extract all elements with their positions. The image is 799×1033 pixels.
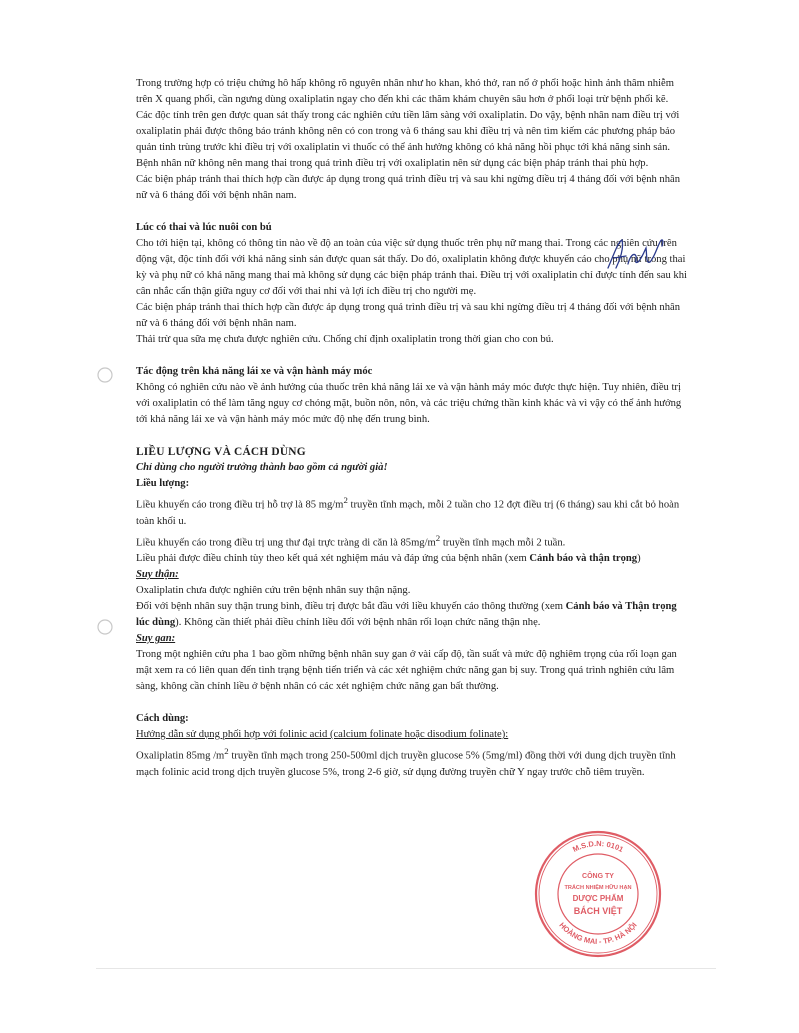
usage-combo-line: Hướng dẫn sử dụng phối hợp với folinic acid (calcium folinate hoặc disodium folinate): — [136, 729, 509, 741]
hepatic-heading: Suy gan: — [136, 633, 176, 645]
renal-heading: Suy thận: — [136, 569, 179, 581]
punch-hole-icon — [96, 366, 114, 384]
section-heading-dosage: LIỀU LƯỢNG VÀ CÁCH DÙNG — [136, 446, 306, 458]
paragraph: Các độc tính trên gen được quan sát thấy trong các nghiên cứu tiền lâm sàng với oxaliplatin. Do vậy, bệnh nhân nam điều trị với oxaliplatin phải được thông báo tránh không nên có con trong và 6 tháng sau khi điều trị và nên tìm kiếm các phương pháp bảo quản tinh trùng trước khi điều trị với oxaliplatin vì thuốc có thể ảnh hưởng không có khả năng hồi phục tới khả năng sinh sản. — [136, 110, 680, 153]
paragraph: Các biện pháp tránh thai thích hợp cần được áp dụng trong quá trình điều trị và sau khi ngừng điều trị 4 tháng đối với bệnh nhân nữ và 6 tháng đối với bệnh nhân nam. — [136, 302, 681, 329]
stamp-line4: BÁCH VIỆT — [573, 906, 623, 916]
dosage-subtitle: Chỉ dùng cho người trưởng thành bao gồm cả người già! — [136, 462, 388, 473]
stamp-line3: DƯỢC PHẨM — [572, 894, 624, 903]
stamp-line1: CÔNG TY — [582, 873, 614, 880]
paragraph: Các biện pháp tránh thai thích hợp cần được áp dụng trong quá trình điều trị và sau khi ngừng điều trị 4 tháng đối với bệnh nhân nữ và 6 tháng đối với bệnh nhân nam. — [136, 174, 681, 201]
paragraph: Đối với bệnh nhân suy thận trung bình, điều trị được bắt đầu với liều khuyến cáo thông thường (xem Cảnh báo và Thận trọng lúc dùng). Không cần thiết phải điều chỉnh liều đối với bệnh nhân rối loạn chức năng thận nhẹ. — [136, 601, 677, 629]
document-body — [136, 76, 688, 781]
section-heading-driving: Tác động trên khả năng lái xe và vận hành máy móc — [136, 366, 373, 377]
stamp-ring-bottom: HOÀNG MAI - TP. HÀ NỘI — [557, 920, 639, 946]
section-heading-usage: Cách dùng: — [136, 713, 189, 725]
paragraph: Liều phải được điều chỉnh tùy theo kết quả xét nghiệm máu và đáp ứng của bệnh nhân (xem Cảnh báo và thận trọng) — [136, 553, 641, 565]
paragraph: Thải trừ qua sữa mẹ chưa được nghiên cứu. Chống chỉ định oxaliplatin trong thời gian cho con bú. — [136, 334, 554, 345]
stamp-ring-top: M.S.D.N: 0101 — [571, 838, 625, 855]
stamp-line2: TRÁCH NHIỆM HỮU HẠN — [564, 885, 632, 891]
svg-text:HOÀNG MAI - TP. HÀ NỘI — [557, 921, 638, 946]
signature-mark — [604, 234, 668, 274]
paragraph: Oxaliplatin 85mg $/m^2$ truyền tĩnh mạch trong 250-500ml dịch truyền glucose 5% (5mg/ml) đồng thời với dung dịch truyền tĩnh mạch folinic acid trong dịch truyền glucose 5%, trong 2-6 giờ, sử dụng đường truyền chữ Y ngay trước chỗ tiêm truyền. — [136, 746, 676, 778]
section-heading-pregnancy: Lúc có thai và lúc nuôi con bú — [136, 222, 272, 233]
punch-hole-icon — [96, 618, 114, 636]
paragraph: Trong một nghiên cứu pha 1 bao gồm những bệnh nhân suy gan ở vài cấp độ, tần suất và mức độ nghiêm trọng của rối loạn gan mật xem ra có liên quan đến tình trạng bệnh tiến triển và các xét nghiệm chức năng gan bị suy. Trong quá trình nghiên cứu lâm sàng, không cần chỉnh liều ở bệnh nhân có các xét nghiệm chức năng gan bất thường. — [136, 649, 677, 693]
dose-heading: Liều lượng: — [136, 478, 190, 489]
bottom-edge-line — [96, 968, 716, 969]
paragraph: Cho tới hiện tại, không có thông tin nào về độ an toàn của việc sử dụng thuốc trên phụ nữ mang thai. Trong các nghiên cứu trên động vật, độc tính đối với khả năng sinh sản được quan sát thấy. Do đó, oxaliplatin không được khuyến cáo cho phụ nữ trong thai kỳ và phụ nữ có khả năng mang thai mà không sử dụng các biện pháp tránh thai. Điều trị với oxaliplatin chỉ được tính đến sau khi cân nhắc cẩn thận giữa nguy cơ đối với thai nhi và lợi ích điều trị cho người mẹ. — [136, 238, 687, 297]
paragraph: Liều khuyến cáo trong điều trị ung thư đại trực tràng di căn là $85mg/m^2$ truyền tĩnh mạch mỗi 2 tuần. — [136, 532, 566, 549]
company-stamp — [530, 826, 666, 962]
svg-text:M.S.D.N: 0101 — [571, 839, 625, 854]
paragraph: Bệnh nhân nữ không nên mang thai trong quá trình điều trị với oxaliplatin nên sử dụng các biện pháp tránh thai phù hợp. — [136, 158, 649, 169]
paragraph: Trong trường hợp có triệu chứng hô hấp không rõ nguyên nhân như ho khan, khó thở, ran nổ ở phổi hoặc hình ảnh thâm nhiễm trên X quang phổi, cần ngưng dùng oxaliplatin ngay cho đến khi các thăm khám chuyên sâu hơn ở phổi loại trừ bệnh phổi kẽ. — [136, 78, 674, 105]
paragraph: Không có nghiên cứu nào về ảnh hưởng của thuốc trên khả năng lái xe và vận hành máy móc được thực hiện. Tuy nhiên, điều trị với oxaliplatin có thể làm tăng nguy cơ chóng mặt, buồn nôn, nôn, và các triệu chứng thần kinh khác và vì vậy có thể ảnh hưởng tới khả năng lái xe và vận hành máy móc mức độ nhẹ đến trung bình. — [136, 382, 682, 425]
paragraph: Oxaliplatin chưa được nghiên cứu trên bệnh nhân suy thận nặng. — [136, 585, 411, 597]
paragraph: Liều khuyến cáo trong điều trị hỗ trợ là 85 $mg/m^2$ truyền tĩnh mạch, mỗi 2 tuần cho 12 đợt điều trị (6 tháng) sau khi cắt bỏ hoàn toàn khối u. — [136, 495, 680, 527]
